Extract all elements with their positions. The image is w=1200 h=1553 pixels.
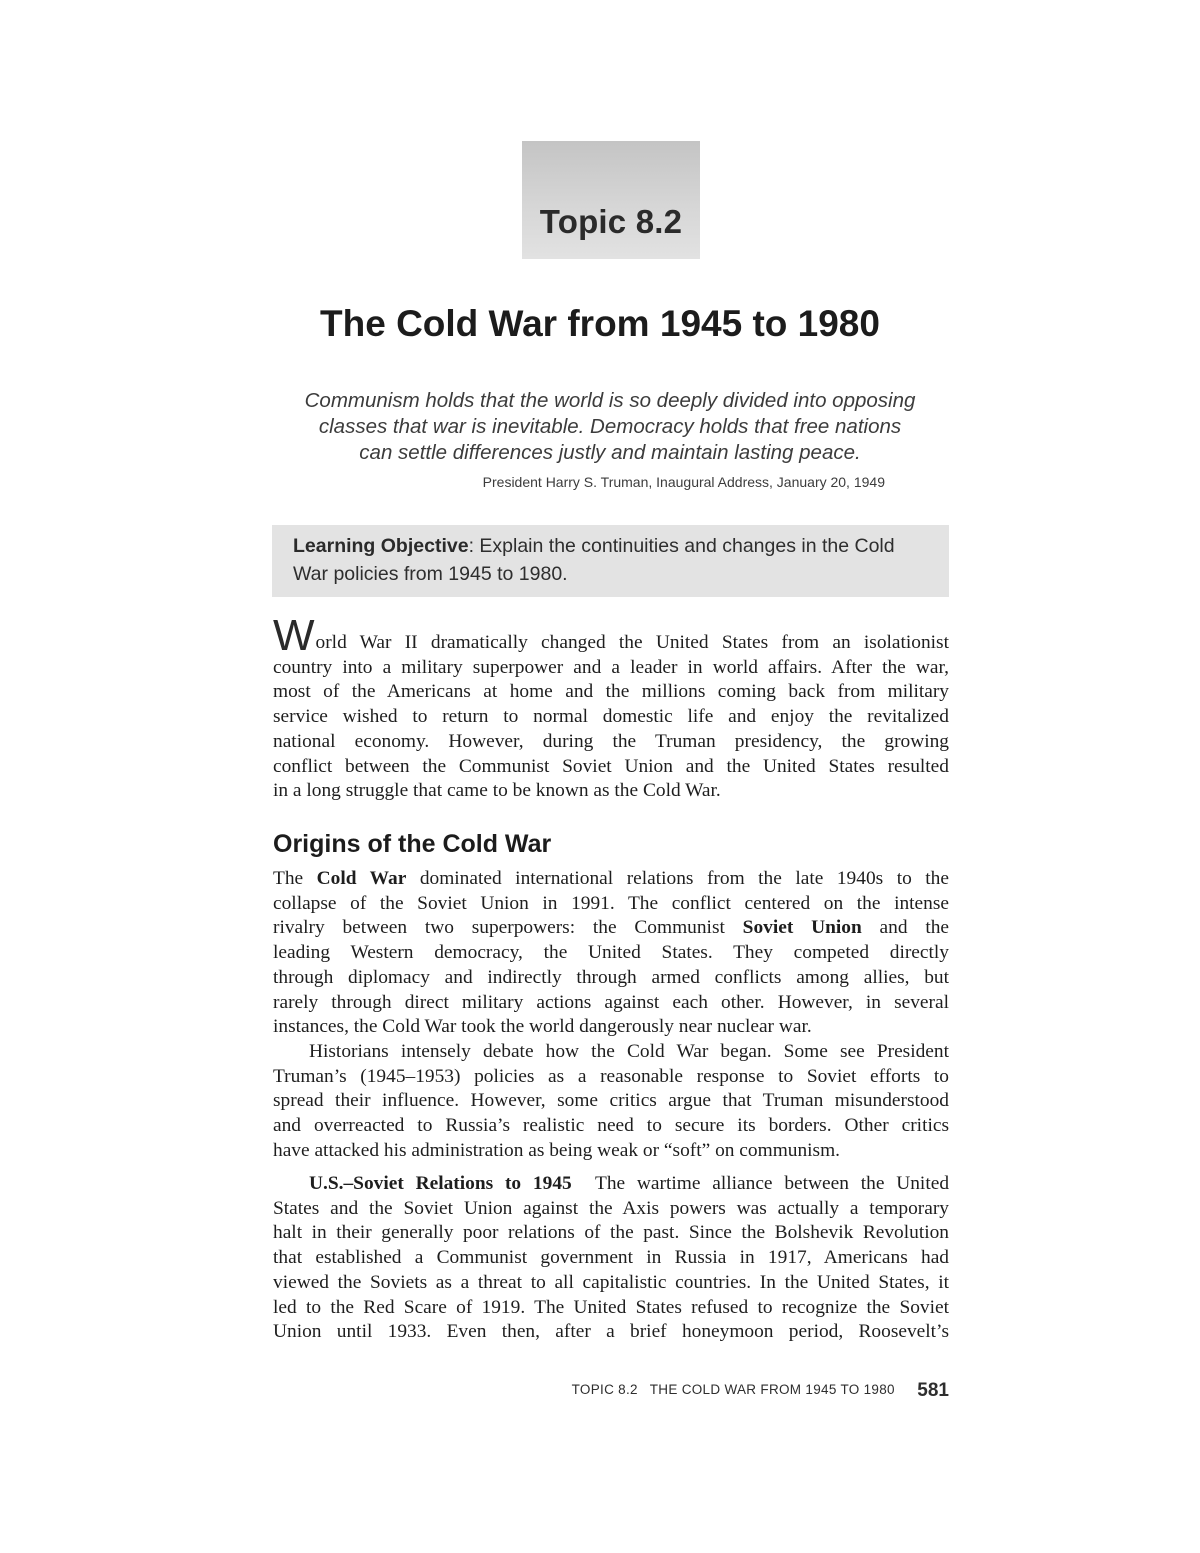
paragraph-line: Union until 1933. Even then, after a brief honeymoon period, Roosevelt’s — [273, 1321, 949, 1343]
section-paragraph-2 — [273, 1040, 949, 1164]
line-text: orld War II dramatically changed the United States from an isolationist — [315, 632, 949, 653]
line-text: and the — [861, 917, 950, 939]
epigraph — [290, 388, 930, 466]
running-head: TOPIC 8.2 THE COLD WAR FROM 1945 TO 1980 — [571, 1382, 895, 1397]
paragraph-line: have attacked his administration as being weak or “soft” on communism. — [273, 1139, 841, 1161]
paragraph-line: in a long struggle that came to be known as the Cold War. — [273, 780, 721, 802]
paragraph-line — [273, 1172, 949, 1197]
page-footer — [0, 1380, 949, 1402]
paragraph-line: country into a military superpower and a leader in world affairs. After the war, — [273, 656, 949, 678]
paragraph-line: conflict between the Communist Soviet Union and the United States resulted — [273, 755, 949, 777]
learning-objective-line: War policies from 1945 to 1980. — [293, 563, 568, 585]
paragraph-line: States and the Soviet Union against the Axis powers was actually a temporary — [273, 1197, 949, 1219]
section-heading: Origins of the Cold War — [273, 830, 552, 858]
drop-cap: W — [273, 611, 315, 660]
paragraph-line: instances, the Cold War took the world dangerously near nuclear war. — [273, 1016, 812, 1038]
paragraph-line: leading Western democracy, the United States. They competed directly — [273, 942, 949, 964]
learning-objective-label: Learning Objective — [293, 535, 469, 557]
paragraph-line — [273, 611, 949, 660]
paragraph-line — [273, 916, 949, 941]
paragraph-line — [273, 867, 949, 892]
topic-label: Topic 8.2 — [539, 203, 683, 240]
paragraph-line: collapse of the Soviet Union in 1991. The conflict centered on the intense — [273, 892, 949, 914]
paragraph-line: national economy. However, during the Truman presidency, the growing — [273, 730, 949, 752]
topic-label-box — [522, 141, 700, 259]
learning-objective-text: : Explain the continuities and changes in the Cold — [468, 535, 895, 557]
key-term-soviet-union: Soviet Union — [742, 917, 862, 939]
paragraph-line: rarely through direct military actions against each other. However, in several — [273, 991, 949, 1013]
epigraph-line: can settle differences justly and maintain lasting peace. — [359, 441, 861, 464]
learning-objective-line — [293, 532, 929, 560]
paragraph-line: and overreacted to Russia’s realistic need to secure its borders. Other critics — [273, 1115, 949, 1137]
paragraph-line: spread their influence. However, some critics argue that Truman misunderstood — [273, 1090, 949, 1112]
paragraph-line: viewed the Soviets as a threat to all capitalistic countries. In the United States, it — [273, 1271, 949, 1293]
intro-paragraph — [273, 611, 949, 804]
page-title: The Cold War from 1945 to 1980 — [320, 303, 880, 344]
line-text: rivalry between two superpowers: the Communist — [273, 917, 743, 939]
epigraph-line: Communism holds that the world is so deeply divided into opposing — [304, 389, 916, 412]
paragraph-line: Truman’s (1945–1953) policies as a reasonable response to Soviet efforts to — [273, 1065, 949, 1087]
run-in-heading: U.S.–Soviet Relations to 1945 — [309, 1173, 572, 1194]
paragraph-line: halt in their generally poor relations of the past. Since the Bolshevik Revolution — [273, 1222, 949, 1244]
section-paragraph-1 — [273, 867, 949, 1040]
epigraph-attribution: President Harry S. Truman, Inaugural Address, January 20, 1949 — [482, 474, 885, 490]
learning-objective-box — [272, 525, 949, 597]
epigraph-line: classes that war is inevitable. Democracy holds that free nations — [318, 415, 902, 438]
key-term-cold-war: Cold War — [316, 868, 407, 889]
paragraph-line: service wished to return to normal domestic life and enjoy the revitalized — [273, 706, 949, 728]
line-text: dominated international relations from the late 1940s to the — [406, 868, 949, 889]
paragraph-line: most of the Americans at home and the millions coming back from military — [273, 681, 949, 703]
paragraph-line: Historians intensely debate how the Cold War began. Some see President — [309, 1041, 949, 1062]
line-text: The wartime alliance between the United — [571, 1173, 950, 1194]
page-number: 581 — [917, 1380, 949, 1401]
line-text: The — [273, 868, 317, 889]
paragraph-line: through diplomacy and indirectly through armed conflicts among allies, but — [273, 966, 949, 988]
paragraph-line: led to the Red Scare of 1919. The United States refused to recognize the Soviet — [273, 1296, 949, 1318]
paragraph-line: that established a Communist government in Russia in 1917, Americans had — [273, 1247, 949, 1269]
section-paragraph-3 — [273, 1172, 949, 1345]
